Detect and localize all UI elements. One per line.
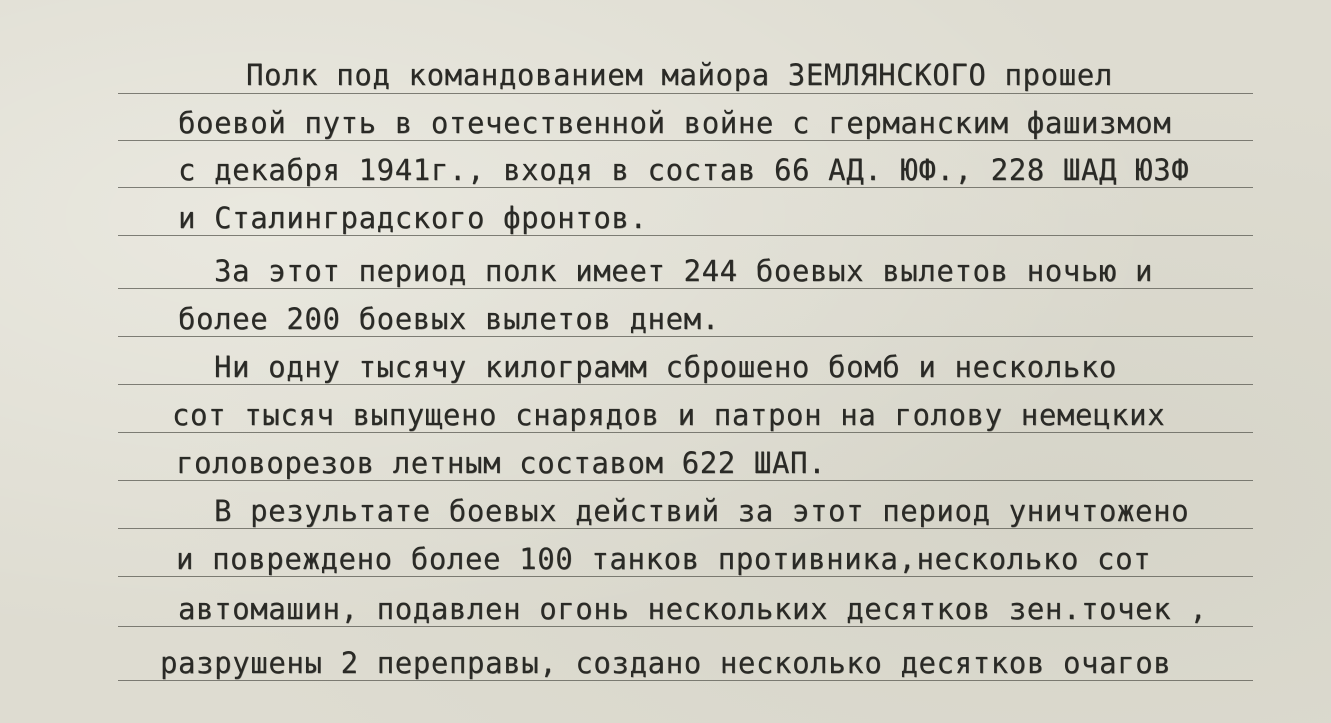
text-line-4: и Сталинградского фронтов. xyxy=(178,201,648,235)
ruled-line xyxy=(118,432,1253,433)
text-line-5: За этот период полк имеет 244 боевых вылетов ночью и xyxy=(214,254,1154,288)
ruled-line xyxy=(118,288,1253,289)
ruled-line xyxy=(118,626,1253,627)
text-line-7: Ни одну тысячу килограмм сброшено бомб и несколько xyxy=(214,350,1117,384)
text-line-2: боевой путь в отечественной войне с германским фашизмом xyxy=(178,106,1172,140)
ruled-line xyxy=(118,235,1253,236)
ruled-line xyxy=(118,576,1253,577)
ruled-line xyxy=(118,680,1253,681)
text-line-1: Полк под командованием майора ЗЕМЛЯНСКОГО прошел xyxy=(246,58,1113,92)
text-line-13: разрушены 2 переправы, создано несколько десятков очагов xyxy=(160,646,1172,680)
ruled-line xyxy=(118,140,1253,141)
ruled-line xyxy=(118,336,1253,337)
text-line-3: с декабря 1941г., входя в состав 66 АД. ЮФ., 228 ШАД ЮЗФ xyxy=(178,153,1190,187)
text-line-8: сот тысяч выпущено снарядов и патрон на голову немецких xyxy=(172,398,1166,432)
ruled-line xyxy=(118,528,1253,529)
ruled-line xyxy=(118,480,1253,481)
text-line-12: автомашин, подавлен огонь нескольких десятков зен.точек , xyxy=(178,592,1208,626)
text-line-6: более 200 боевых вылетов днем. xyxy=(178,302,720,336)
text-line-9: головорезов летным составом 622 ШАП. xyxy=(176,446,827,480)
ruled-line xyxy=(118,93,1253,94)
text-line-10: В результате боевых действий за этот период уничтожено xyxy=(214,494,1190,528)
ruled-line xyxy=(118,187,1253,188)
ruled-line xyxy=(118,384,1253,385)
text-line-11: и повреждено более 100 танков противника,несколько сот xyxy=(176,542,1152,576)
